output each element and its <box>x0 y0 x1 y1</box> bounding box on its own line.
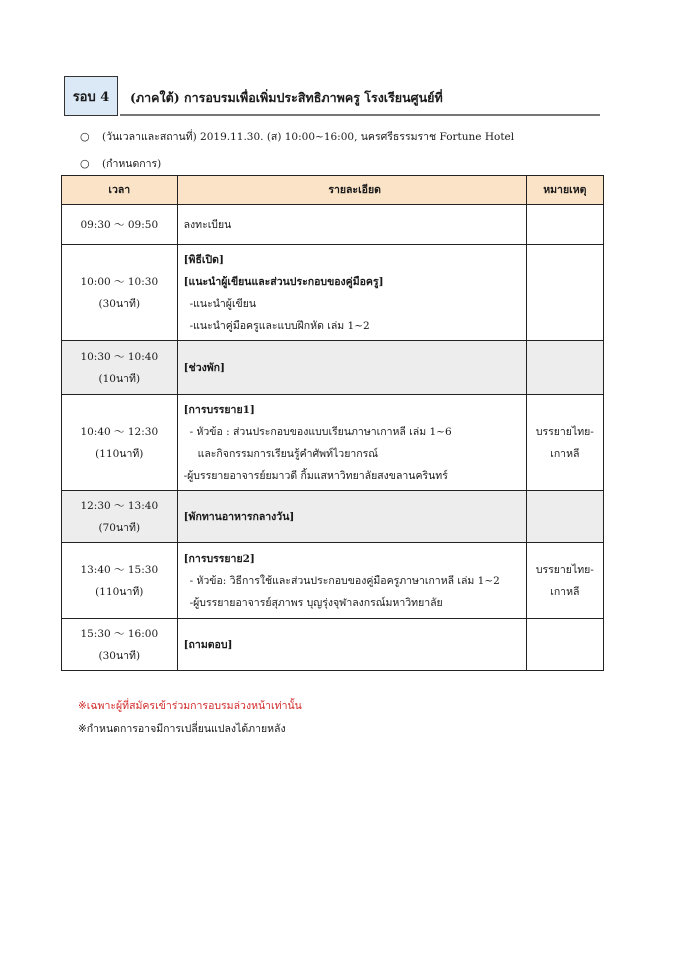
detail-line: และกิจกรรมการเรียนรู้คำศัพท์ไวยากรณ์ <box>197 447 378 460</box>
detail-line: - หัวข้อ : ส่วนประกอบของแบบเรียนภาษาเกาหลี เล่ม 1~6 <box>189 425 452 438</box>
time-range: 12:30 ～ 13:40 <box>80 499 159 512</box>
detail-line: -แนะนำคู่มือครูและแบบฝึกหัด เล่ม 1~2 <box>189 319 370 332</box>
time-cell <box>62 619 178 671</box>
time-range: 10:30 ～ 10:40 <box>80 350 159 363</box>
note-line: บรรยายไทย- <box>535 425 594 438</box>
table-row <box>62 245 604 341</box>
table-row <box>62 543 604 619</box>
info-schedule-label <box>80 155 161 172</box>
footnote-schedule-change: ※กำหนดการอาจมีการเปลี่ยนแปลงได้ภายหลัง <box>78 723 286 735</box>
time-cell <box>62 245 178 341</box>
detail-cell <box>177 395 526 491</box>
duration: (30นาที) <box>98 649 141 662</box>
detail-line: [ถามตอบ] <box>183 638 233 651</box>
note-cell <box>526 619 603 671</box>
time-range: 10:40 ～ 12:30 <box>80 425 159 438</box>
info-text: (วันเวลาและสถานที่) 2019.11.30. (ส) 10:00~16:00, นครศรีธรรมราช Fortune Hotel <box>102 131 515 143</box>
detail-cell <box>177 205 526 245</box>
duration: (10นาที) <box>98 372 141 385</box>
time-range: 13:40 ～ 15:30 <box>80 563 159 576</box>
table-row <box>62 619 604 671</box>
note-cell <box>526 341 603 395</box>
detail-line: [การบรรยาย1] <box>183 403 255 416</box>
duration: (110นาที) <box>95 585 144 598</box>
time-cell <box>62 491 178 543</box>
table-row <box>62 205 604 245</box>
detail-cell <box>177 491 526 543</box>
column-header-note: หมายเหตุ <box>526 176 603 205</box>
time-cell <box>62 395 178 491</box>
duration: (30นาที) <box>98 297 141 310</box>
detail-line: [การบรรยาย2] <box>183 552 255 565</box>
time-range: 10:00 ～ 10:30 <box>80 275 159 288</box>
detail-line: -ผู้บรรยายอาจารย์ยมาวดี กิ้มแสหาวิทยาลัยสงขลานครินทร์ <box>183 469 448 482</box>
table-row <box>62 341 604 395</box>
round-label: รอบ 4 <box>64 76 118 116</box>
detail-line: [พิธีเปิด] <box>183 253 224 266</box>
note-cell <box>526 491 603 543</box>
detail-line: ลงทะเบียน <box>183 218 232 231</box>
note-cell <box>526 245 603 341</box>
page-header <box>60 76 600 118</box>
info-text: (กำหนดการ) <box>102 158 162 170</box>
note-cell <box>526 543 603 619</box>
detail-cell <box>177 341 526 395</box>
note-cell <box>526 205 603 245</box>
note-line: เกาหลี <box>550 585 580 598</box>
detail-line: -ผู้บรรยายอาจารย์สุภาพร บุญรุ่งจุฬาลงกรณ์มหาวิทยาลัย <box>189 596 443 609</box>
column-header-detail: รายละเอียด <box>177 176 526 205</box>
column-header-time: เวลา <box>62 176 178 205</box>
info-datetime-venue <box>80 128 514 145</box>
title-underline <box>120 114 600 116</box>
detail-line: - หัวข้อ: วิธีการใช้และส่วนประกอบของคู่มือครูภาษาเกาหลี เล่ม 1~2 <box>189 574 500 587</box>
time-range: 09:30 ～ 09:50 <box>80 218 159 231</box>
time-range: 15:30 ～ 16:00 <box>80 627 159 640</box>
note-cell <box>526 395 603 491</box>
table-row <box>62 491 604 543</box>
detail-line: [แนะนำผู้เขียนและส่วนประกอบของคู่มือครู] <box>183 275 384 288</box>
footnote-registration: ※เฉพาะผู้ที่สมัครเข้าร่วมการอบรมล่วงหน้าเท่านั้น <box>78 700 302 712</box>
note-line: บรรยายไทย- <box>535 563 594 576</box>
page-title: (ภาคใต้) การอบรมเพื่อเพิ่มประสิทธิภาพครู โรงเรียนศูนย์ที่ <box>130 90 443 105</box>
time-cell <box>62 341 178 395</box>
detail-line: [ช่วงพัก] <box>183 361 225 374</box>
detail-cell <box>177 543 526 619</box>
time-cell <box>62 543 178 619</box>
table-header-row <box>62 176 604 205</box>
detail-line: -แนะนำผู้เขียน <box>189 297 257 310</box>
circle-bullet-icon: ○ <box>80 157 90 170</box>
schedule-table <box>61 175 604 671</box>
time-cell <box>62 205 178 245</box>
detail-line: [พักทานอาหารกลางวัน] <box>183 510 295 523</box>
detail-cell <box>177 619 526 671</box>
duration: (110นาที) <box>95 447 144 460</box>
duration: (70นาที) <box>98 521 141 534</box>
note-line: เกาหลี <box>550 447 580 460</box>
detail-cell <box>177 245 526 341</box>
circle-bullet-icon: ○ <box>80 130 90 143</box>
table-row <box>62 395 604 491</box>
